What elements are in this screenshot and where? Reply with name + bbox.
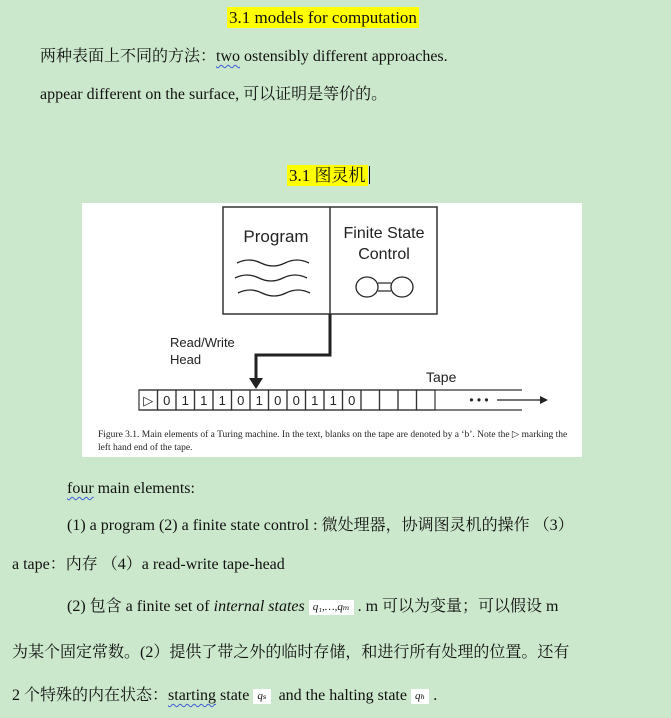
four-elements-line <box>67 481 195 497</box>
line1-underlined-word: two <box>216 48 241 65</box>
item2-line-a <box>67 599 559 615</box>
item2-c-mid: state <box>216 687 250 704</box>
head-connector <box>256 314 330 381</box>
section-heading[interactable] <box>287 161 370 186</box>
program-squiggle-2 <box>235 275 307 281</box>
rw-head-label-2: Head <box>170 352 202 367</box>
line2-en: appear different on the surface, <box>40 86 240 103</box>
turing-machine-diagram <box>82 203 582 427</box>
tape-cell-symbol: 0 <box>348 393 356 408</box>
page-title <box>227 8 419 28</box>
intro-line-1 <box>40 49 448 65</box>
four-rest: main elements: <box>93 480 195 497</box>
item1-line-a: (1) a program (2) a finite state control : 微处理器，协调图灵机的操作 （3） <box>67 517 574 534</box>
intro-line-2 <box>40 87 387 103</box>
item2-line-b: 为某个固定常数。(2）提供了带之外的临时存储，和进行所有处理的位置。还有 <box>12 644 570 661</box>
math-q1-qm: q₁,…,qₘ <box>309 600 354 615</box>
tape-arrow-head <box>540 396 548 404</box>
item2-a-pre: (2) 包含 a finite set of <box>67 598 214 615</box>
tape-cell <box>380 390 399 410</box>
item2-line-c <box>12 688 437 704</box>
tape-cell-symbol: 1 <box>329 393 337 408</box>
text-cursor <box>369 166 370 184</box>
tape-cell-symbol: 1 <box>255 393 263 408</box>
tape-dots: • • • <box>469 393 489 407</box>
figure-caption: Figure 3.1. Main elements of a Turing machine. In the text, blanks on the tape are denoted by a ‘b’. Note the ▷ marking the left hand end of the tape. <box>98 430 568 453</box>
tape-label: Tape <box>426 369 457 385</box>
math-qs: qₛ <box>253 689 270 704</box>
state-circle-right <box>391 277 413 297</box>
program-label: Program <box>243 227 309 246</box>
tape-cell-symbol: 1 <box>200 393 208 408</box>
state-circle-left <box>356 277 378 297</box>
item1-line-b: a tape：内存 （4）a read-write tape-head <box>12 556 285 573</box>
tape-cell-symbol: 0 <box>237 393 245 408</box>
item2-c-mid2: and the halting state <box>274 687 407 704</box>
four-underlined-word: four <box>67 480 94 497</box>
tape-cell-symbol: 1 <box>311 393 319 408</box>
line1-cn: 两种表面上不同的方法： <box>40 48 217 65</box>
turing-machine-figure <box>82 203 582 457</box>
tape-cell <box>417 390 436 410</box>
program-squiggle-3 <box>238 290 310 296</box>
line2-cn: 可以证明是等价的。 <box>243 86 388 103</box>
item2-a-post: . m 可以为变量；可以假设 m <box>357 598 559 615</box>
starting-underlined-word: starting <box>168 687 217 704</box>
title-text: 3.1 models for computation <box>229 8 417 27</box>
internal-states-italic: internal states <box>213 598 305 615</box>
tape-cell <box>361 390 380 410</box>
item2-c-pre: 2 个特殊的内在状态： <box>12 687 169 704</box>
fsc-label-1: Finite State <box>343 225 425 242</box>
line1-en: ostensibly different approaches. <box>240 48 448 65</box>
head-arrow <box>249 378 263 389</box>
math-qh: qₕ <box>411 689 429 704</box>
tape-cell-symbol: 1 <box>181 393 189 408</box>
rw-head-label-1: Read/Write <box>170 335 235 350</box>
section-heading-text: 3.1 图灵机 <box>289 166 366 185</box>
tape-cells <box>139 390 435 410</box>
tape-cell-symbol: 0 <box>163 393 171 408</box>
fsc-label-2: Control <box>358 246 410 263</box>
tape-start-symbol: ▷ <box>143 393 154 408</box>
tape-cell-symbol: 0 <box>274 393 282 408</box>
program-squiggle-1 <box>237 260 309 266</box>
tape-cell <box>398 390 417 410</box>
tape-cell-symbol: 0 <box>292 393 300 408</box>
tape-cell-symbol: 1 <box>218 393 226 408</box>
item2-c-end: . <box>433 687 438 704</box>
